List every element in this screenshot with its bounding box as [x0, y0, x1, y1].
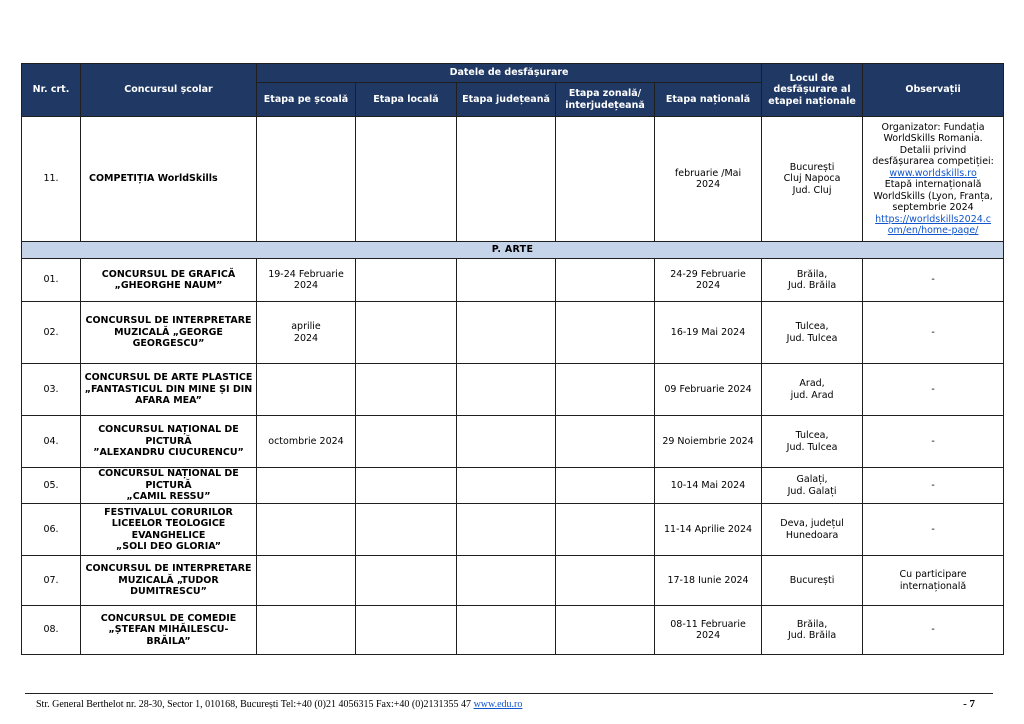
header-etapa-scoala: Etapa pe școală	[257, 83, 356, 117]
cell-line: Jud. Cluj	[792, 184, 832, 196]
cell-etapa-scoala	[257, 364, 356, 416]
cell-locul	[762, 302, 863, 364]
cell-line: Jud. Tulcea	[786, 332, 838, 344]
cell-locul	[762, 259, 863, 302]
cell-etapa-judeteana	[457, 416, 556, 468]
cell-line: Jud. Brăila	[787, 630, 837, 641]
cell-locul	[762, 504, 863, 556]
cell-etapa-locala	[356, 468, 457, 504]
cell-locul	[762, 468, 863, 504]
cell-line: 2024	[695, 630, 721, 641]
cell-etapa-nationala	[655, 416, 762, 468]
header-etapa-judeteana: Etapa județeană	[457, 83, 556, 117]
cell-line: PICTURĂ	[145, 435, 192, 447]
cell-etapa-scoala	[257, 416, 356, 468]
cell-line: 2024	[695, 179, 721, 190]
cell-line: ”ALEXANDRU CIUCURENCU”	[93, 447, 244, 459]
cell-etapa-zonala	[556, 364, 655, 416]
cell-line: 2024	[695, 280, 721, 291]
cell-line: MUZICALĂ „GEORGE	[114, 326, 223, 338]
cell-line: desfășurarea competiției:	[872, 156, 994, 167]
cell-line: februarie /Mai	[674, 167, 742, 179]
row-nr	[22, 364, 81, 416]
cell-observatii	[863, 504, 1004, 556]
cell-line: -	[931, 624, 935, 636]
cell-line: Hunedoara	[785, 529, 839, 541]
cell-etapa-judeteana	[457, 364, 556, 416]
cell-line: internațională	[899, 580, 967, 592]
row-name: COMPETIȚIA WorldSkills	[81, 117, 257, 242]
cell-line: 01.	[43, 274, 59, 286]
cell-etapa-scoala	[257, 468, 356, 504]
cell-observatii	[863, 556, 1004, 606]
table-row	[22, 302, 1004, 364]
row-nr	[22, 606, 81, 655]
page-number: - 7	[963, 698, 975, 710]
worldskills-link[interactable]: www.worldskills.ro	[889, 167, 977, 179]
cell-line: Deva, județul	[780, 518, 844, 529]
header-zonala-line: interjudețeană	[565, 99, 645, 111]
row-nr	[22, 416, 81, 468]
table-row	[22, 556, 1004, 606]
cell-etapa-judeteana	[457, 259, 556, 302]
worldskills2024-link[interactable]: https://worldskills2024.c om/en/home-page/	[875, 213, 992, 236]
header-observatii: Observații	[863, 64, 1004, 117]
cell-observatii	[863, 606, 1004, 655]
cell-line: septembrie 2024	[892, 202, 974, 213]
table-row	[22, 606, 1004, 655]
competitions-table	[21, 63, 1004, 655]
row-name	[81, 364, 257, 416]
header-etapa-locala: Etapa locală	[356, 83, 457, 117]
cell-locul	[762, 556, 863, 606]
cell-line: FESTIVALUL CORURILOR	[104, 506, 233, 518]
header-zonala-line: Etapa zonală/	[568, 88, 642, 99]
row-name	[81, 556, 257, 606]
cell-etapa-nationala	[655, 468, 762, 504]
cell-line: 19-24 Februarie	[268, 268, 344, 280]
cell-line: București	[789, 574, 835, 586]
cell-line: 2024	[293, 280, 319, 291]
cell-etapa-zonala	[556, 556, 655, 606]
cell-line: 16-19 Mai 2024	[670, 326, 746, 338]
cell-etapa-zonala	[556, 468, 655, 504]
cell-observatii	[863, 468, 1004, 504]
row-nr	[22, 302, 81, 364]
cell-etapa-nationala	[655, 504, 762, 556]
cell-etapa-zonala	[556, 416, 655, 468]
cell-etapa-scoala	[257, 117, 356, 242]
cell-etapa-zonala	[556, 504, 655, 556]
cell-line: jud. Arad	[790, 389, 834, 401]
cell-observatii	[863, 117, 1004, 242]
table-row	[22, 416, 1004, 468]
cell-etapa-zonala	[556, 302, 655, 364]
footer-address	[36, 699, 522, 710]
cell-line: CONCURSUL NAȚIONAL DE	[98, 424, 239, 436]
cell-line: Galați,	[796, 474, 828, 485]
cell-line: Jud. Galați	[787, 485, 837, 497]
cell-line: „ȘTEFAN MIHĂILESCU-	[108, 624, 229, 636]
cell-etapa-zonala	[556, 606, 655, 655]
cell-line: Arad,	[799, 378, 825, 389]
cell-line: CONCURSUL DE INTERPRETARE	[85, 315, 252, 327]
cell-etapa-judeteana	[457, 468, 556, 504]
cell-line: 07.	[43, 574, 59, 586]
cell-line: Brăila,	[796, 618, 828, 630]
cell-line: AFARA MEA”	[135, 395, 202, 407]
cell-line: „SOLI DEO GLORIA”	[116, 541, 221, 552]
cell-line: 04.	[43, 435, 59, 447]
cell-line: București	[789, 161, 835, 173]
cell-line: „GHEORGHE NAUM”	[114, 280, 223, 291]
cell-line: LICEELOR TEOLOGICE	[111, 518, 226, 529]
table-row	[22, 468, 1004, 504]
row-name	[81, 468, 257, 504]
cell-line: aprilie	[291, 321, 321, 332]
cell-line: Etapă internațională	[884, 179, 982, 190]
cell-etapa-judeteana	[457, 117, 556, 242]
cell-etapa-nationala	[655, 364, 762, 416]
cell-line: PICTURĂ	[145, 479, 192, 491]
header-locul	[762, 64, 863, 117]
cell-line: 08-11 Februarie	[670, 618, 746, 630]
header-etapa-nationala: Etapa națională	[655, 83, 762, 117]
cell-line: CONCURSUL DE GRAFICĂ	[101, 268, 236, 280]
cell-etapa-nationala	[655, 117, 762, 242]
table-row	[22, 117, 1004, 242]
cell-line: -	[931, 479, 935, 491]
cell-line: -	[931, 383, 935, 395]
cell-line: Jud. Brăila	[787, 280, 837, 291]
header-concurs: Concursul școlar	[81, 64, 257, 117]
cell-etapa-nationala	[655, 606, 762, 655]
cell-locul	[762, 364, 863, 416]
cell-line: 06.	[43, 523, 59, 535]
cell-etapa-nationala	[655, 302, 762, 364]
row-name	[81, 302, 257, 364]
cell-etapa-judeteana	[457, 302, 556, 364]
cell-line: 24-29 Februarie	[670, 268, 746, 280]
cell-line: 29 Noiembrie 2024	[662, 435, 754, 447]
cell-etapa-locala	[356, 117, 457, 242]
cell-etapa-zonala	[556, 117, 655, 242]
cell-etapa-judeteana	[457, 504, 556, 556]
cell-line: DUMITRESCU”	[130, 586, 207, 598]
header-etapa-zonala	[556, 83, 655, 117]
cell-etapa-locala	[356, 504, 457, 556]
cell-line: -	[931, 523, 935, 535]
row-name	[81, 504, 257, 556]
cell-observatii	[863, 364, 1004, 416]
row-nr	[22, 468, 81, 504]
cell-line: 10-14 Mai 2024	[670, 479, 746, 491]
cell-line: „CAMIL RESSU”	[126, 491, 211, 503]
table-row	[22, 504, 1004, 556]
section-row	[22, 242, 1004, 259]
footer-link[interactable]: www.edu.ro	[473, 699, 523, 710]
cell-etapa-scoala	[257, 556, 356, 606]
cell-line: 17-18 Iunie 2024	[667, 574, 749, 586]
cell-line: EVANGHELICE	[131, 529, 206, 541]
cell-line: BRĂILA”	[146, 635, 191, 647]
cell-line: CONCURSUL DE ARTE PLASTICE	[84, 372, 253, 384]
cell-etapa-scoala	[257, 302, 356, 364]
cell-line: Cluj Napoca	[783, 173, 841, 185]
cell-line: „FANTASTICUL DIN MINE ȘI DIN	[84, 383, 253, 395]
cell-etapa-locala	[356, 302, 457, 364]
cell-line: Tulcea,	[795, 321, 829, 332]
table-row	[22, 259, 1004, 302]
cell-line: Jud. Tulcea	[786, 441, 838, 453]
cell-etapa-scoala	[257, 606, 356, 655]
cell-line: Detalii privind	[899, 144, 967, 156]
cell-etapa-judeteana	[457, 556, 556, 606]
cell-etapa-locala	[356, 259, 457, 302]
row-nr: 11.	[22, 117, 81, 242]
cell-line: 09 Februarie 2024	[664, 383, 752, 395]
cell-line: octombrie 2024	[268, 435, 344, 447]
cell-line: WorldSkills Romania.	[883, 133, 983, 144]
cell-etapa-nationala	[655, 259, 762, 302]
cell-locul	[762, 416, 863, 468]
cell-etapa-scoala	[257, 259, 356, 302]
cell-line: Brăila,	[796, 268, 828, 280]
cell-line: 08.	[43, 624, 59, 636]
cell-locul	[762, 117, 863, 242]
cell-line: 05.	[43, 479, 59, 491]
cell-line: Tulcea,	[795, 430, 829, 441]
cell-etapa-judeteana	[457, 606, 556, 655]
cell-etapa-nationala	[655, 556, 762, 606]
cell-etapa-locala	[356, 556, 457, 606]
footer-address-text: Str. General Berthelot nr. 28-30, Sector 1, 010168, București Tel:+40 (0)21 4056315 Fax:+40 (0)2131355 47	[36, 699, 474, 710]
cell-line: Organizator: Fundația	[881, 121, 985, 133]
cell-etapa-locala	[356, 416, 457, 468]
cell-etapa-locala	[356, 364, 457, 416]
cell-etapa-locala	[356, 606, 457, 655]
section-label: P. ARTE	[22, 242, 1004, 259]
row-name	[81, 606, 257, 655]
cell-line: 03.	[43, 383, 59, 395]
cell-line: 11-14 Aprilie 2024	[664, 523, 753, 535]
cell-line: Cu participare	[899, 569, 967, 580]
header-locul-line: Locul de	[789, 72, 835, 84]
cell-line: CONCURSUL DE COMEDIE	[100, 612, 237, 624]
row-nr	[22, 556, 81, 606]
table-row	[22, 364, 1004, 416]
cell-line: 02.	[43, 326, 59, 338]
cell-observatii	[863, 259, 1004, 302]
cell-observatii	[863, 416, 1004, 468]
cell-line: 2024	[293, 332, 319, 344]
row-nr	[22, 504, 81, 556]
cell-locul	[762, 606, 863, 655]
cell-line: WorldSkills (Lyon, Franța,	[873, 190, 993, 202]
header-locul-line: desfășurare al	[773, 84, 851, 96]
row-nr	[22, 259, 81, 302]
cell-line: -	[931, 435, 935, 447]
cell-line: MUZICALĂ „TUDOR	[118, 574, 219, 586]
row-name	[81, 259, 257, 302]
footer-divider	[25, 693, 993, 694]
row-name	[81, 416, 257, 468]
header-datele: Datele de desfășurare	[257, 64, 762, 83]
cell-line: CONCURSUL NAȚIONAL DE	[98, 468, 239, 480]
cell-etapa-scoala	[257, 504, 356, 556]
cell-line: CONCURSUL DE INTERPRETARE	[85, 563, 252, 575]
cell-etapa-zonala	[556, 259, 655, 302]
cell-line: GEORGESCU”	[132, 338, 205, 350]
header-locul-line: etapei naționale	[768, 95, 856, 107]
cell-line: -	[931, 326, 935, 338]
cell-observatii	[863, 302, 1004, 364]
header-nr-crt: Nr. crt.	[22, 64, 81, 117]
cell-line: -	[931, 274, 935, 286]
